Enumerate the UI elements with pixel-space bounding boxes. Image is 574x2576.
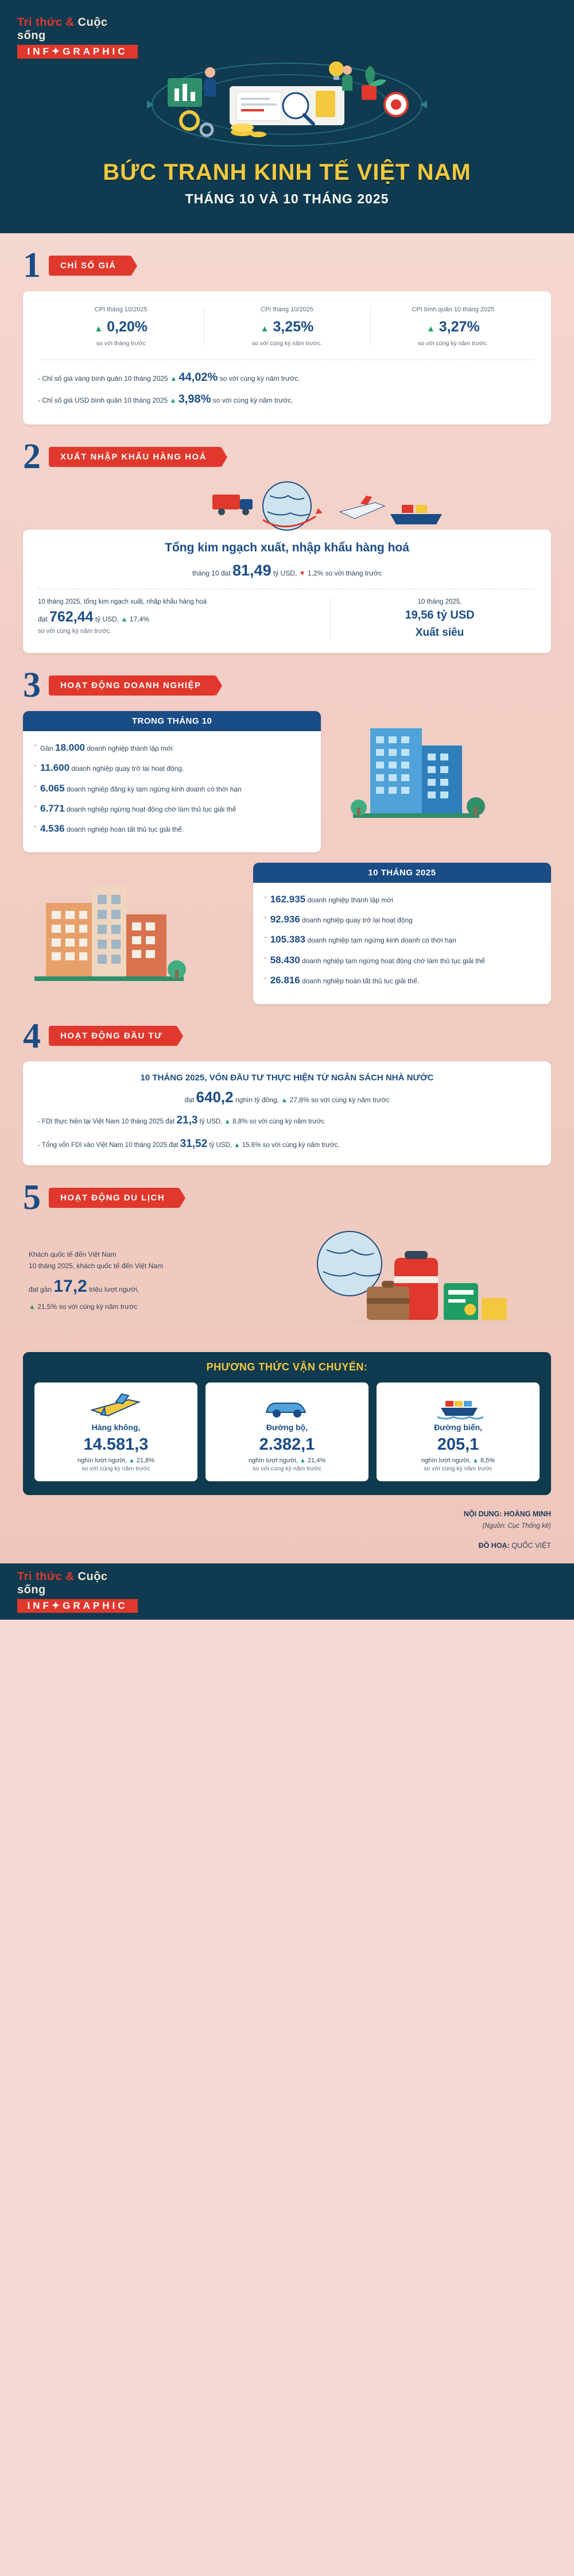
investment-main-change: 27,8%	[289, 1096, 309, 1104]
trade-illustration	[23, 478, 551, 533]
section-4-title: HOẠT ĐỘNG ĐẦU TƯ	[49, 1026, 177, 1046]
investment-main-value: 640,2	[196, 1088, 234, 1106]
up-arrow-icon: ▲	[170, 374, 177, 383]
transport-value: 2.382,1	[259, 1435, 315, 1454]
cpi-col	[204, 304, 370, 349]
business-month-card	[23, 711, 321, 852]
transport-title: PHƯƠNG THỨC VẬN CHUYỂN:	[206, 1361, 368, 1373]
section-4-head	[23, 1016, 551, 1056]
tourism-value-line	[29, 1272, 275, 1301]
cpi-number: 3,27%	[439, 318, 480, 335]
cpi-sub: so với tháng trước	[96, 339, 146, 347]
item-post: doanh nghiệp thành lập mới	[85, 744, 173, 753]
bullet-icon: ·	[264, 933, 267, 942]
transport-sub: so với cùng kỳ năm trước	[253, 1465, 321, 1472]
list-item	[34, 801, 309, 816]
item-value: 11.600	[40, 762, 70, 774]
transport-col-air	[34, 1382, 197, 1481]
trade-month-note: so với tháng trước	[325, 569, 382, 578]
footer-logo	[17, 1570, 138, 1613]
item-unit: tỷ USD,	[209, 1141, 232, 1149]
trade-month-change: 1,2%	[307, 569, 324, 578]
credits-graphic-line	[23, 1539, 551, 1552]
transport-unit	[383, 1457, 533, 1464]
section-2-number: 2	[23, 437, 41, 476]
brand-logo-red-text: Tri thức &	[17, 16, 75, 29]
up-arrow-icon: ▲	[121, 615, 128, 624]
transport-unit	[41, 1457, 191, 1464]
investment-main-line	[38, 1088, 536, 1106]
business-month-body	[23, 731, 321, 852]
up-arrow-icon: ▲	[299, 1457, 306, 1464]
page-header	[0, 0, 574, 233]
tourism-illustration	[281, 1223, 551, 1338]
investment-main-note: so với cùng kỳ năm trước	[311, 1096, 390, 1104]
transport-panel	[23, 1352, 551, 1495]
hero-illustration	[17, 36, 557, 156]
section-1-head	[23, 246, 551, 285]
up-arrow-icon: ▲	[169, 396, 177, 404]
up-arrow-icon: ▲	[29, 1303, 36, 1311]
transport-row	[34, 1382, 540, 1481]
trade-surplus	[331, 598, 536, 639]
trade-month-line	[38, 562, 536, 580]
transport-unit-text: nghìn lượt người,	[248, 1457, 298, 1464]
trade-month-value: 81,49	[232, 562, 272, 580]
tourism-change-line	[29, 1301, 275, 1312]
section-tourism	[0, 1165, 574, 1338]
cpi-value	[210, 319, 364, 335]
item-post: doanh nghiệp quay trở lại hoạt động.	[69, 764, 184, 773]
investment-title: 10 THÁNG 2025, VỐN ĐẦU TƯ THỰC HIỆN TỪ NGÂN SÁCH NHÀ NƯỚC	[140, 1073, 434, 1083]
item-post: doanh nghiệp hoàn tất thủ tục giải thể.	[64, 825, 184, 834]
up-arrow-icon: ▲	[224, 1118, 231, 1126]
tourism-text	[23, 1249, 275, 1313]
list-item	[265, 912, 540, 927]
trade-ytd-note: so với cùng kỳ năm trước.	[38, 628, 112, 635]
item-pre: - Tổng vốn FDI vào Việt Nam 10 tháng 2025 đạt	[38, 1141, 179, 1149]
item-post: doanh nghiệp tạm ngừng kinh doanh có thời hạn	[305, 936, 456, 945]
item-value: 18.000	[55, 742, 86, 754]
up-arrow-icon: ▲	[281, 1096, 288, 1104]
item-change: 15,6%	[242, 1141, 261, 1149]
section-investment	[0, 1004, 574, 1165]
item-post: doanh nghiệp đăng ký tạm ngừng kinh doanh có thời hạn	[64, 785, 242, 793]
tourism-change: 21,5%	[37, 1303, 57, 1311]
list-item	[34, 740, 309, 755]
investment-main-pre: đạt	[184, 1096, 195, 1104]
cpi-number: 3,25%	[273, 318, 314, 335]
gold-price-value: 44,02%	[179, 370, 218, 384]
tourism-unit: triệu lượt người,	[89, 1285, 139, 1294]
cpi-sub: so với cùng kỳ năm trước.	[418, 339, 488, 347]
cpi-col	[370, 304, 536, 349]
cpi-card	[23, 291, 551, 424]
trade-month-label: tháng 10 đạt	[192, 569, 231, 578]
investment-item	[38, 1136, 536, 1153]
section-3-number: 3	[23, 666, 41, 705]
item-value: 105.383	[270, 934, 306, 945]
up-arrow-icon: ▲	[426, 323, 435, 334]
bullet-icon: ·	[34, 802, 37, 811]
list-item	[34, 760, 309, 775]
transport-name: Đường biển,	[434, 1422, 482, 1432]
business-ytd-body	[253, 883, 551, 1004]
city-illustration	[23, 863, 244, 983]
ship-icon	[383, 1391, 533, 1420]
trade-surplus-label: Xuất siêu	[415, 627, 464, 639]
list-item	[265, 973, 540, 988]
usd-price-note: so với cùng kỳ năm trước.	[212, 396, 293, 404]
cpi-sub: so với cùng kỳ năm trước.	[251, 339, 323, 347]
section-5-title: HOẠT ĐỘNG DU LỊCH	[49, 1188, 180, 1208]
page-subtitle: THÁNG 10 VÀ 10 THÁNG 2025	[185, 191, 389, 206]
bullet-icon: ·	[34, 822, 37, 831]
item-value: 21,3	[176, 1114, 198, 1127]
trade-ytd-unit: tỷ USD,	[95, 615, 119, 624]
bullet-icon: ·	[264, 893, 267, 901]
transport-name: Hàng không,	[91, 1422, 141, 1432]
brand-logo-line2: INF✦GRAPHIC	[17, 45, 138, 59]
section-2-title: XUẤT NHẬP KHẨU HÀNG HOÁ	[49, 447, 222, 467]
down-arrow-icon: ▼	[298, 569, 306, 578]
item-value: 6.771	[40, 803, 65, 814]
section-business	[0, 653, 574, 1003]
credits-content-label: NỘI DUNG:	[463, 1509, 502, 1518]
trade-ytd-pre: đạt	[38, 615, 48, 624]
page-footer	[0, 1563, 574, 1620]
credits-content-line	[23, 1508, 551, 1521]
bullet-icon: ·	[34, 782, 37, 790]
footer-logo-line2: INF✦GRAPHIC	[17, 1599, 138, 1613]
transport-col-road	[205, 1382, 369, 1481]
trade-title: Tổng kim ngạch xuất, nhập khẩu hàng hoá	[165, 541, 409, 555]
section-trade	[0, 424, 574, 654]
page-title: BỨC TRANH KINH TẾ VIỆT NAM	[103, 160, 471, 185]
business-ytd-block	[23, 863, 551, 1004]
credits-content-name: HOÀNG MINH	[504, 1509, 551, 1518]
list-item	[265, 932, 540, 947]
section-5-number: 5	[23, 1177, 41, 1217]
trade-ytd-label: 10 tháng 2025, tổng kim ngạch xuất, nhập khẩu hàng hoá	[38, 598, 207, 606]
investment-main-unit: nghìn tỷ đồng,	[235, 1096, 280, 1104]
item-change: 8,8%	[232, 1118, 248, 1126]
trade-surplus-period: 10 tháng 2025,	[417, 598, 462, 606]
tourism-note: so với cùng kỳ năm trước	[59, 1303, 138, 1311]
bullet-icon: ·	[34, 762, 37, 770]
item-post: doanh nghiệp tạm ngừng hoạt động chờ làm thủ tục giải thể	[300, 956, 485, 965]
section-3-title: HOẠT ĐỘNG DOANH NGHIỆP	[49, 675, 216, 696]
transport-sub: so với cùng kỳ năm trước	[424, 1465, 492, 1472]
item-post: so với cùng kỳ năm trước.	[262, 1141, 340, 1149]
transport-value: 14.581,3	[83, 1435, 149, 1454]
list-item	[265, 953, 540, 968]
trade-surplus-value: 19,56 tỷ USD	[405, 609, 475, 622]
credits	[0, 1495, 574, 1558]
section-1-number: 1	[23, 246, 41, 285]
gold-price-line	[38, 368, 536, 387]
brand-logo-white-text: Cuộc sống	[17, 16, 108, 42]
cpi-label: CPI tháng 10/2025	[94, 306, 148, 313]
section-5-head	[23, 1177, 551, 1217]
list-item	[34, 781, 309, 796]
cpi-number: 0,20%	[107, 318, 148, 335]
usd-price-line	[38, 390, 536, 408]
trade-month-unit: tỷ USD,	[273, 569, 297, 578]
trade-split	[38, 589, 536, 639]
transport-unit	[212, 1457, 362, 1464]
trade-ytd-change: 17,4%	[129, 615, 149, 624]
cpi-row	[38, 304, 536, 349]
tourism-line2: 10 tháng 2025, khách quốc tế đến Việt Nam	[29, 1261, 163, 1270]
airplane-icon	[41, 1391, 191, 1420]
tourism-pre: đạt gần	[29, 1285, 52, 1294]
car-icon	[212, 1391, 362, 1420]
up-arrow-icon: ▲	[260, 323, 269, 334]
item-pre: - FDI thực hiện tại Việt Nam 10 tháng 2025 đạt	[38, 1118, 175, 1126]
list-item	[34, 821, 309, 836]
item-post: doanh nghiệp hoàn tất thủ tục giải thể.	[300, 977, 420, 986]
transport-sub: so với cùng kỳ năm trước	[82, 1465, 150, 1472]
cpi-value	[44, 319, 198, 335]
transport-change: 21,4%	[307, 1457, 326, 1464]
usd-price-value: 3,98%	[178, 392, 211, 405]
trade-ytd-line	[38, 609, 317, 625]
item-value: 58.430	[270, 954, 300, 965]
item-value: 162.935	[270, 893, 306, 905]
item-value: 31,52	[180, 1137, 208, 1150]
transport-unit-text: nghìn lượt người,	[77, 1457, 127, 1464]
transport-unit-text: nghìn lượt người,	[421, 1457, 471, 1464]
investment-item	[38, 1112, 536, 1129]
item-post: so với cùng kỳ năm trước	[249, 1118, 325, 1126]
up-arrow-icon: ▲	[472, 1457, 479, 1464]
item-value: 92.936	[270, 914, 300, 925]
transport-col-sea	[377, 1382, 540, 1481]
tourism-line1: Khách quốc tế đến Việt Nam	[29, 1250, 117, 1258]
business-month-block	[23, 711, 551, 852]
bullet-icon: ·	[264, 974, 267, 983]
cpi-col	[38, 304, 204, 349]
section-4-number: 4	[23, 1016, 41, 1056]
credits-source: (Nguồn: Cục Thống kê)	[482, 1523, 551, 1530]
footer-logo-line1	[17, 1570, 138, 1597]
credits-graphic-label: ĐỒ HOẠ:	[478, 1541, 510, 1550]
section-3-head	[23, 666, 551, 705]
up-arrow-icon: ▲	[94, 323, 103, 334]
footer-logo-red-text: Tri thức &	[17, 1570, 75, 1584]
cpi-value	[376, 319, 530, 335]
transport-name: Đường bộ,	[266, 1422, 308, 1432]
business-ytd-head: 10 THÁNG 2025	[253, 863, 551, 883]
section-2-head	[23, 437, 551, 476]
list-item	[265, 892, 540, 907]
usd-price-label: - Chỉ số giá USD bình quân 10 tháng 2025	[38, 396, 168, 404]
credits-graphic-name: QUỐC VIỆT	[511, 1541, 551, 1550]
transport-change: 21,8%	[136, 1457, 155, 1464]
transport-value: 205,1	[437, 1435, 479, 1454]
investment-card	[23, 1061, 551, 1165]
item-unit: tỷ USD,	[199, 1118, 223, 1126]
transport-change: 8,5%	[480, 1457, 495, 1464]
tourism-value: 17,2	[53, 1277, 87, 1296]
item-value: 26.816	[270, 975, 300, 986]
trade-ytd-value: 762,44	[49, 609, 94, 625]
section-price-index	[0, 233, 574, 424]
cpi-label: CPI tháng 10/2025	[261, 306, 313, 313]
up-arrow-icon: ▲	[128, 1457, 135, 1464]
footer-logo-white-text: Cuộc sống	[17, 1570, 108, 1597]
business-month-head: TRONG THÁNG 10	[23, 711, 321, 731]
trade-card	[23, 530, 551, 653]
trade-ytd	[38, 598, 331, 639]
item-post: doanh nghiệp thành lập mới	[305, 895, 393, 904]
item-value: 6.065	[40, 782, 65, 794]
gold-price-note: so với cùng kỳ năm trước.	[219, 374, 300, 383]
item-pre: Gần	[40, 744, 56, 753]
office-building-illustration	[330, 711, 551, 832]
gold-price-label: - Chỉ số giá vàng bình quân 10 tháng 2025	[38, 374, 168, 383]
business-ytd-card	[253, 863, 551, 1004]
tourism-block	[23, 1223, 551, 1338]
up-arrow-icon: ▲	[234, 1141, 241, 1149]
item-post: doanh nghiệp ngừng hoạt động chờ làm thủ tục giải thể	[64, 805, 236, 814]
item-value: 4.536	[40, 823, 65, 835]
bullet-icon: ·	[264, 953, 267, 962]
bullet-icon: ·	[34, 741, 37, 750]
item-post: doanh nghiệp quay trở lại hoạt động	[300, 916, 413, 925]
bullet-icon: ·	[264, 913, 267, 922]
cpi-label: CPI bình quân 10 tháng 2025	[412, 306, 495, 313]
section-1-title: CHỈ SỐ GIÁ	[49, 256, 131, 276]
